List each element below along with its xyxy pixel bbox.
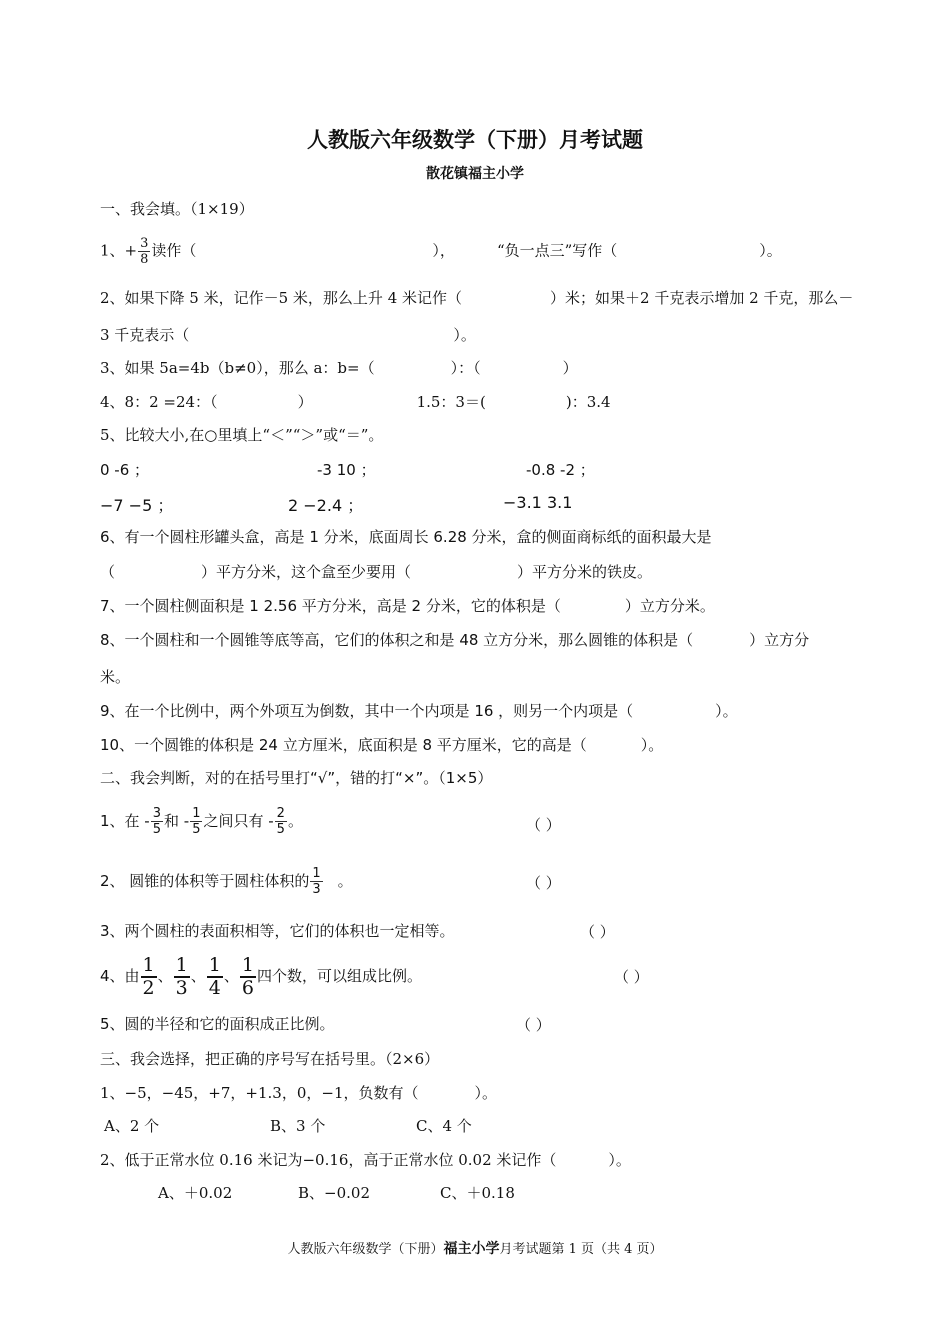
question-1-6a: 6、有一个圆柱形罐头盒，高是 1 分米，底面周长 6.28 分米，盒的侧面商标纸的面积最大是 — [100, 528, 712, 546]
choice-2: 2、低于正常水位 0.16 米记为−0.16，高于正常水位 0.02 米记作（ ）。 — [100, 1151, 631, 1169]
answer-paren-1[interactable]: （ ） — [526, 816, 561, 834]
question-1-1: 1、+ $\frac{3}{8}$ 读作（ ）， “负一点三”写作（ ）。 — [100, 236, 782, 267]
question-1-5: 5、比较大小,在○里填上“＜”“＞”或“＝”。 — [100, 426, 384, 444]
question-1-2a: 2、如果下降 5 米，记作－5 米，那么上升 4 米记作（ ）米；如果＋2 千克表示增加 2 千克，那么－ — [100, 289, 854, 307]
judge-3: 3、两个圆柱的表面积相等，它们的体积也一定相等。 — [100, 922, 455, 940]
choice-2-option-b[interactable]: B、−0.02 — [298, 1184, 370, 1202]
choice-1-option-b[interactable]: B、3 个 — [270, 1117, 326, 1135]
school-name: 散花镇福主小学 — [426, 166, 524, 182]
answer-paren-4[interactable]: （ ） — [614, 968, 649, 986]
question-1-2b: 3 千克表示（ ）。 — [100, 326, 476, 344]
compare-2: -3 10 ； — [317, 461, 376, 479]
question-1-7: 7、一个圆柱侧面积是 1 2.56 平方分米，高是 2 分米，它的体积是（ ）立方分米。 — [100, 597, 715, 615]
judge-5: 5、圆的半径和它的面积成正比例。 — [100, 1015, 335, 1033]
page-footer: 人教版六年级数学（下册）福主小学月考试题第 1 页（共 4 页） — [287, 1241, 663, 1257]
choice-2-option-a[interactable]: A、＋0.02 — [158, 1184, 233, 1202]
answer-paren-5[interactable]: （ ） — [516, 1016, 551, 1034]
compare-1: 0 -6 ； — [100, 461, 150, 479]
section1-header: 一、我会填。（1×19） — [100, 200, 254, 218]
choice-1: 1、−5，−45，+7，+1.3，0，−1，负数有（ ）。 — [100, 1084, 498, 1102]
section2-header: 二、我会判断，对的在括号里打“√”，错的打“×”。（1×5） — [100, 769, 493, 787]
section3-header: 三、我会选择，把正确的序号写在括号里。（2×6） — [100, 1050, 440, 1068]
page-title: 人教版六年级数学（下册）月考试题 — [307, 128, 643, 152]
choice-1-option-c[interactable]: C、4 个 — [416, 1117, 472, 1135]
compare-3: -0.8 -2 ； — [526, 461, 595, 479]
answer-paren-2[interactable]: （ ） — [526, 874, 561, 892]
choice-2-option-c[interactable]: C、＋0.18 — [440, 1184, 515, 1202]
judge-4: 4、由 $\frac{1}{2}$ 、 $\frac{1}{3}$ 、 $\frac{1}{4}$ 、 $\frac{1}{6}$ 四个数，可以组成比例。 — [100, 953, 422, 999]
question-1-10: 10、一个圆锥的体积是 24 立方厘米，底面积是 8 平方厘米，它的高是（ ）。 — [100, 736, 664, 754]
judge-2: 2、 圆锥的体积等于圆柱体积的 $\frac{1}{3}$ 。 — [100, 866, 353, 897]
question-1-6b: （ ）平方分米，这个盒至少要用（ ）平方分米的铁皮。 — [100, 563, 653, 581]
judge-1: 1、在 - $\frac{3}{5}$ 和 - $\frac{1}{5}$ 之间只有 - $\frac{2}{5}$ 。 — [100, 806, 303, 837]
question-1-9: 9、在一个比例中，两个外项互为倒数，其中一个内项是 16 ，则另一个内项是（ ）。 — [100, 702, 738, 720]
question-1-8b: 米。 — [100, 668, 131, 686]
answer-paren-3[interactable]: （ ） — [580, 923, 615, 941]
question-1-4: 4、8：2 =24：（ ） 1.5：3＝( )：3.4 — [100, 393, 611, 411]
compare-6: −3.1 3.1 — [503, 493, 573, 512]
fraction: $\frac{3}{8}$ — [140, 236, 149, 267]
choice-1-option-a[interactable]: A、2 个 — [104, 1117, 160, 1135]
compare-4: −7 −5 ； — [100, 496, 174, 515]
compare-5: 2 −2.4 ； — [288, 496, 364, 515]
question-1-3: 3、如果 5a=4b（b≠0），那么 a：b=（ ）：（ ） — [100, 359, 578, 377]
question-1-8a: 8、一个圆柱和一个圆锥等底等高，它们的体积之和是 48 立方分米，那么圆锥的体积是（ ）立方分 — [100, 631, 810, 649]
